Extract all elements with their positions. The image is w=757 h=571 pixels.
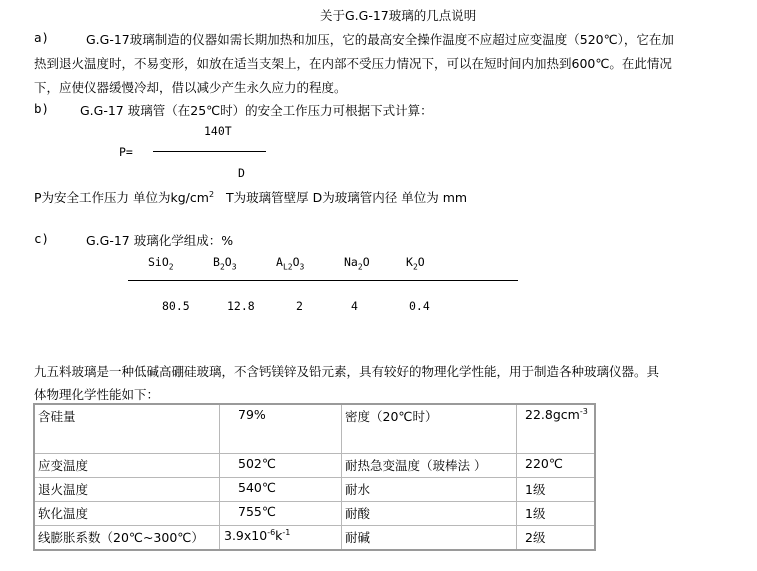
composition-formula: $K_2O$: [406, 255, 425, 272]
property-value: 22.8gcm$^{-3}$: [517, 404, 596, 454]
property-name: 应变温度: [34, 454, 220, 478]
table-row: [34, 478, 595, 502]
property-name: 耐碱: [342, 526, 517, 551]
property-value: 540℃: [220, 478, 342, 502]
composition-value: 2: [296, 299, 303, 313]
property-value: 1级: [517, 478, 596, 502]
formula-legend-sup: 2: [208, 189, 215, 199]
section-c-text: G.G-17 玻璃化学组成：%: [86, 233, 234, 248]
properties-table: [33, 403, 596, 551]
property-value: 1级: [517, 502, 596, 526]
section-a-marker: a): [34, 30, 50, 45]
formula-legend-suffix: T为玻璃管壁厚 D为玻璃管内径 单位为 mm: [226, 190, 468, 205]
formula-fraction-bar: [153, 151, 266, 152]
page-title: 关于G.G-17玻璃的几点说明: [320, 8, 477, 23]
property-name: 含硅量: [34, 404, 220, 454]
formula-denominator: D: [238, 166, 245, 180]
property-value: $3.9x10^{-6}k^{-1}$: [220, 526, 342, 551]
property-value: 502℃: [220, 454, 342, 478]
property-name: 软化温度: [34, 502, 220, 526]
property-value: 2级: [517, 526, 596, 551]
section-a-line-2: 热到退火温度时，不易变形，如放在适当支架上，在内部不受压力情况下，可以在短时间内加热到600℃。在此情况: [34, 56, 672, 71]
table-row: [34, 454, 595, 478]
property-name: 退火温度: [34, 478, 220, 502]
glass95-line-2: 体物理化学性能如下：: [34, 387, 160, 402]
formula-lhs: P=: [119, 145, 133, 159]
composition-formula: $A_{L2}O_3$: [276, 255, 305, 272]
table-row: [34, 404, 595, 454]
formula-numerator: 140T: [204, 124, 232, 138]
property-value: 220℃: [517, 454, 596, 478]
property-name: 耐酸: [342, 502, 517, 526]
section-c-marker: c): [34, 231, 50, 246]
property-value: 755℃: [220, 502, 342, 526]
property-name: 线膨胀系数（20℃~300℃）: [34, 526, 220, 551]
composition-formula: $B_2O_3$: [213, 255, 237, 272]
composition-rule: [128, 280, 518, 281]
composition-value: 0.4: [409, 299, 430, 313]
composition-formula: $Na_2O$: [344, 255, 370, 272]
property-value: 79%: [220, 404, 342, 454]
composition-formula: SiO$_2$: [148, 255, 174, 272]
composition-value: 4: [351, 299, 358, 313]
section-a-line-1: G.G-17玻璃制造的仪器如需长期加热和加压，它的最高安全操作温度不应超过应变温度（520℃），它在加: [86, 32, 674, 47]
section-a-line-3: 下，应使仪器缓慢冷却，借以减少产生永久应力的程度。: [34, 80, 347, 95]
table-row: [34, 526, 595, 551]
formula-legend: [34, 188, 467, 206]
section-b-text: G.G-17 玻璃管（在25℃时）的安全工作压力可根据下式计算：: [80, 103, 433, 118]
formula-legend-prefix: P为安全工作压力 单位为kg/cm: [34, 190, 209, 205]
property-name: 耐水: [342, 478, 517, 502]
table-row: [34, 502, 595, 526]
property-name: 耐热急变温度（玻棒法 ）: [342, 454, 517, 478]
property-name: 密度（20℃时）: [342, 404, 517, 454]
composition-value: 80.5: [162, 299, 190, 313]
section-b-marker: b): [34, 101, 50, 116]
composition-value: 12.8: [227, 299, 255, 313]
glass95-line-1: 九五料玻璃是一种低碱高硼硅玻璃，不含钙镁锌及铅元素，具有较好的物理化学性能，用于制造各种玻璃仪器。具: [34, 364, 660, 379]
